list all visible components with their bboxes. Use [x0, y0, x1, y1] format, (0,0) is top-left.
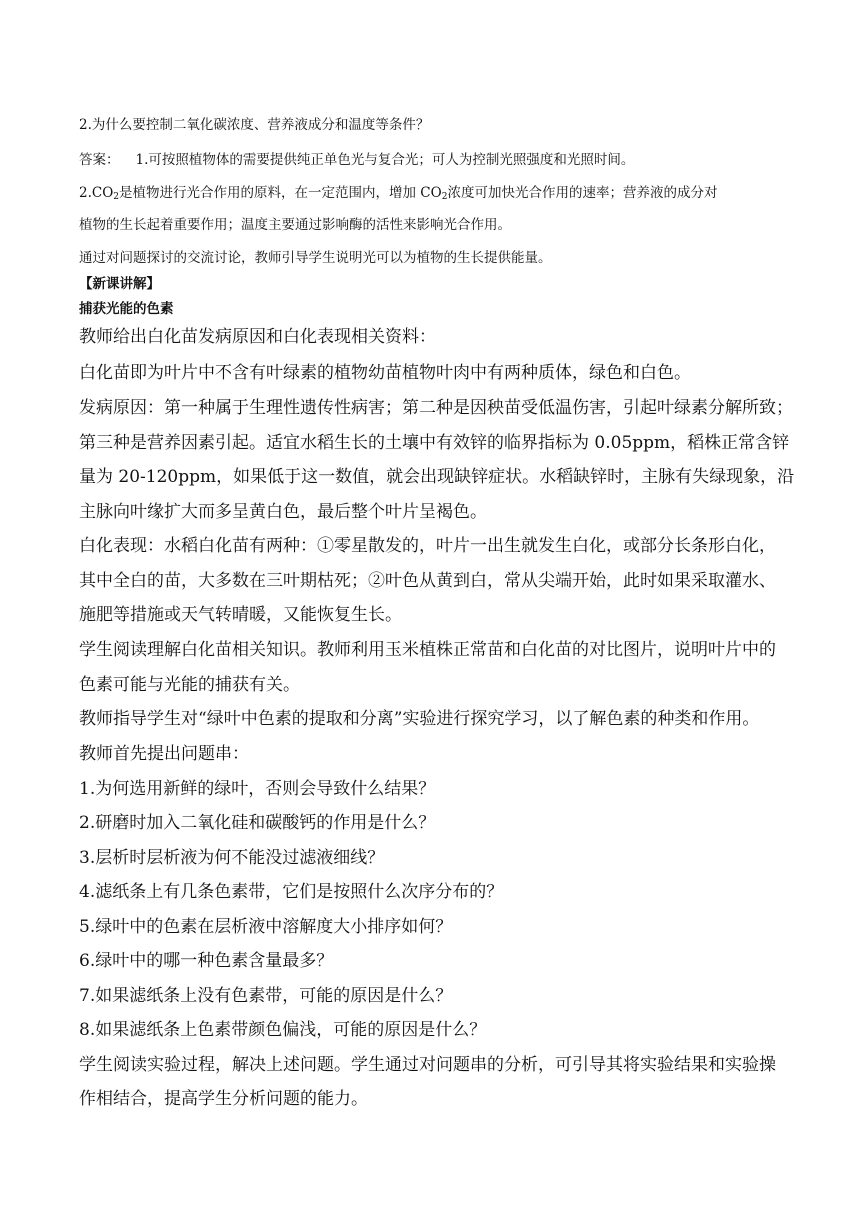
body-line: 色素可能与光能的捕获有关。 [79, 675, 300, 695]
answer-label: 答案： [79, 152, 120, 168]
body-line: 白化表现：水稻白化苗有两种：①零星散发的，叶片一出生就发生白化，或部分长条形白化， [79, 536, 776, 556]
question-item: 5.绿叶中的色素在层析液中溶解度大小排序如何？ [79, 917, 453, 937]
body-line: 教师指导学生对“绿叶中色素的提取和分离”实验进行探究学习，以了解色素的种类和作用。 [79, 709, 760, 729]
question-2-intro: 2.为什么要控制二氧化碳浓度、营养液成分和温度等条件？ [79, 117, 430, 133]
answer-line-3: 植物的生长起着重要作用；温度主要通过影响酶的活性来影响光合作用。 [79, 217, 511, 233]
summary-line: 通过对问题探讨的交流讨论，教师引导学生说明光可以为植物的生长提供能量。 [79, 250, 552, 266]
co2-subscript: 2 [441, 192, 448, 202]
answer-2-part-a: 2.CO [79, 185, 114, 201]
body-line: 教师给出白化苗发病原因和白化表现相关资料： [79, 327, 436, 347]
body-line: 发病原因：第一种属于生理性遗传性病害；第二种是因秧苗受低温伤害，引起叶绿素分解所致； [79, 398, 793, 418]
answer-2-part-c: 浓度可加快光合作用的速率；营养液的成分对 [447, 185, 718, 201]
body-line: 白化苗即为叶片中不含有叶绿素的植物幼苗植物叶肉中有两种质体，绿色和白色。 [79, 363, 691, 383]
body-line: 学生阅读理解白化苗相关知识。教师利用玉米植株正常苗和白化苗的对比图片，说明叶片中的 [79, 640, 776, 660]
body-line: 第三种是营养因素引起。适宜水稻生长的土壤中有效锌的临界指标为 0.05ppm，稻株正常含锌 [79, 433, 790, 453]
body-line: 其中全白的苗，大多数在三叶期枯死；②叶色从黄到白，常从尖端开始，此时如果采取灌水、 [79, 571, 776, 591]
body-line: 学生阅读实验过程，解决上述问题。学生通过对问题串的分析，可引导其将实验结果和实验操 [79, 1055, 776, 1075]
question-item: 2.研磨时加入二氧化硅和碳酸钙的作用是什么？ [79, 813, 436, 833]
section-subheading: 捕获光能的色素 [79, 301, 174, 317]
body-line: 施肥等措施或天气转晴暖，又能恢复生长。 [79, 605, 402, 625]
question-item: 7.如果滤纸条上没有色素带，可能的原因是什么？ [79, 986, 453, 1006]
question-item: 4.滤纸条上有几条色素带，它们是按照什么次序分布的？ [79, 882, 504, 902]
co2-subscript: 2 [113, 192, 120, 202]
answer-1-text: 1.可按照植物体的需要提供纯正单色光与复合光；可人为控制光照强度和光照时间。 [135, 152, 635, 168]
question-item: 8.如果滤纸条上色素带颜色偏浅，可能的原因是什么？ [79, 1020, 487, 1040]
body-line: 教师首先提出问题串： [79, 744, 249, 764]
body-line: 主脉向叶缘扩大而多呈黄白色，最后整个叶片呈褐色。 [79, 502, 487, 522]
body-line: 作相结合，提高学生分析问题的能力。 [79, 1089, 368, 1109]
question-item: 3.层析时层析液为何不能没过滤液细线？ [79, 848, 385, 868]
body-line: 量为 20-120ppm，如果低于这一数值，就会出现缺锌症状。水稻缺锌时，主脉有失绿现象，沿 [79, 467, 795, 487]
section-heading: 【新课讲解】 [79, 276, 160, 292]
answer-2-part-b: 是植物进行光合作用的原料，在一定范围内，增加 CO [119, 185, 442, 201]
question-item: 6.绿叶中的哪一种色素含量最多？ [79, 951, 334, 971]
answer-line-1 [79, 148, 799, 168]
answer-line-2 [79, 181, 799, 202]
question-item: 1.为何选用新鲜的绿叶，否则会导致什么结果？ [79, 779, 436, 799]
